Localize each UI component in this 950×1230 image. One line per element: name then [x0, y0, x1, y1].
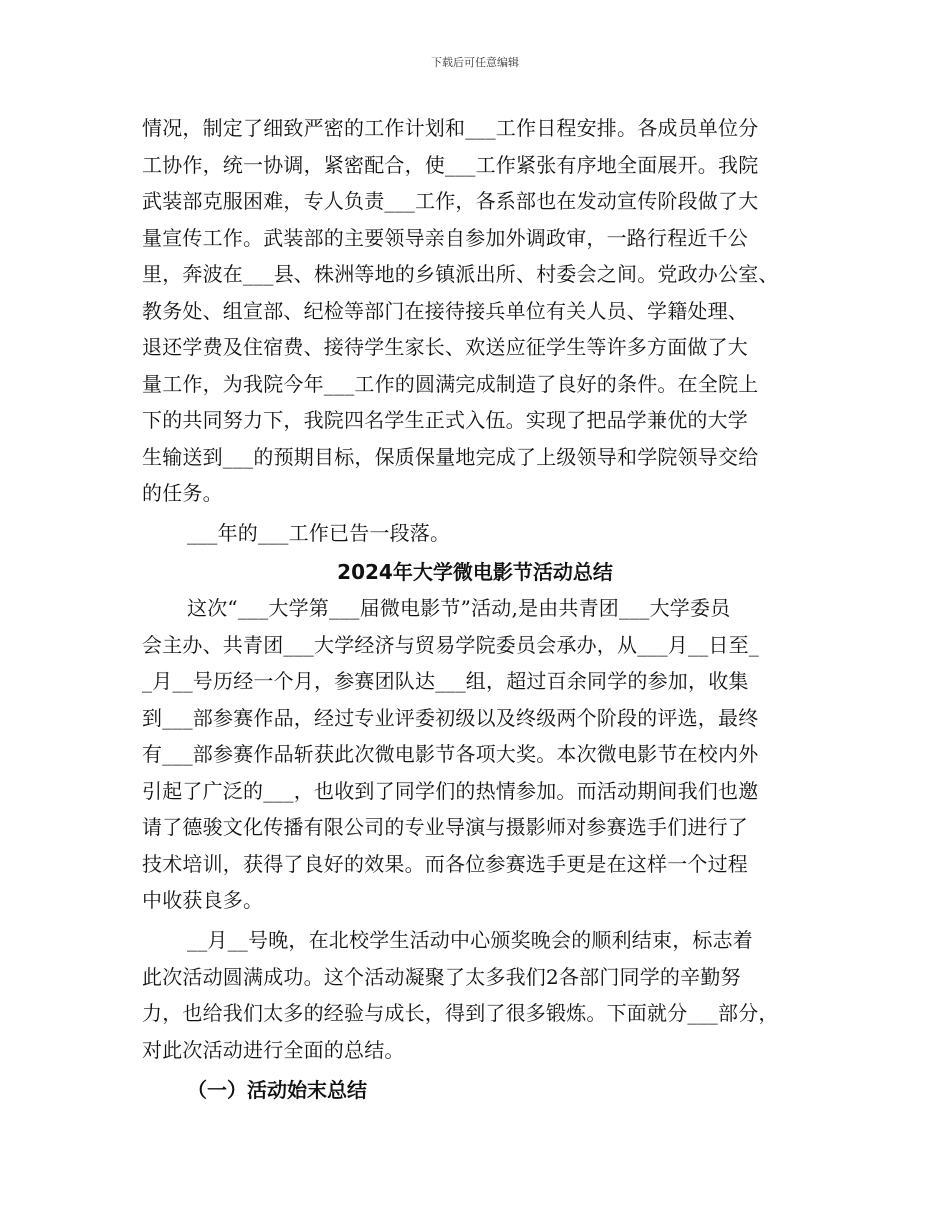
paragraph-line: 到___部参赛作品，经过专业评委初级以及终级两个阶段的评选，最终: [142, 706, 759, 730]
paragraph-line: 中收获良多。: [142, 888, 264, 912]
section-subheading: （一）活动始末总结: [187, 1078, 367, 1102]
paragraph-line: 对此次活动进行全面的总结。: [142, 1038, 405, 1062]
paragraph-line: 教务处、组宣部、纪检等部门在接待接兵单位有关人员、学籍处理、: [142, 299, 748, 323]
paragraph-line: 量工作，为我院今年___工作的圆满完成制造了良好的条件。在全院上: [142, 372, 759, 396]
paragraph-line: 技术培训，获得了良好的效果。而各位参赛选手更是在这样一个过程: [142, 852, 748, 876]
paragraph-line: 此次活动圆满成功。这个活动凝聚了太多我们2各部门同学的辛勤努: [142, 965, 741, 989]
paragraph-line: _月__号历经一个月，参赛团队达___组，超过百余同学的参加，收集: [142, 669, 749, 693]
paragraph-line: 引起了广泛的___，也收到了同学们的热情参加。而活动期间我们也邀: [142, 779, 759, 803]
paragraph-line: 情况，制定了细致严密的工作计划和___工作日程安排。各成员单位分: [142, 116, 759, 140]
paragraph-line: 下的共同努力下，我院四名学生正式入伍。实现了把品学兼优的大学: [142, 408, 748, 432]
closing-line: ___年的___工作已告一段落。: [187, 521, 451, 545]
paragraph-line: 里，奔波在___县、株洲等地的乡镇派出所、村委会之间。党政办公室、: [142, 262, 779, 286]
paragraph-line: 的任务。: [142, 481, 223, 505]
paragraph-line: 量宣传工作。武装部的主要领导亲自参加外调政审，一路行程近千公: [142, 226, 748, 250]
header-note: 下载后可任意编辑: [431, 56, 519, 69]
paragraph-line: 请了德骏文化传播有限公司的专业导演与摄影师对参赛选手们进行了: [142, 815, 748, 839]
article-title: 2024年大学微电影节活动总结: [337, 560, 613, 584]
paragraph-line: 会主办、共青团___大学经济与贸易学院委员会承办，从___月__日至_: [142, 633, 759, 657]
paragraph-line: 工协作，统一协调，紧密配合，使___工作紧张有序地全面展开。我院: [142, 153, 759, 177]
paragraph-line: 力，也给我们太多的经验与成长，得到了很多锻炼。下面就分___部分，: [142, 1001, 779, 1025]
paragraph-line: 有___部参赛作品斩获此次微电影节各项大奖。本次微电影节在校内外: [142, 742, 759, 766]
paragraph-line: __月__号晚，在北校学生活动中心颁奖晚会的顺利结束，标志着: [187, 928, 753, 952]
paragraph-line: 这次“___大学第___届微电影节”活动,是由共青团___大学委员: [187, 596, 731, 620]
paragraph-line: 生输送到___的预期目标，保质保量地完成了上级领导和学院领导交给: [142, 445, 759, 469]
paragraph-line: 退还学费及住宿费、接待学生家长、欢送应征学生等许多方面做了大: [142, 335, 748, 359]
paragraph-line: 武装部克服困难，专人负责___工作，各系部也在发动宣传阶段做了大: [142, 189, 759, 213]
